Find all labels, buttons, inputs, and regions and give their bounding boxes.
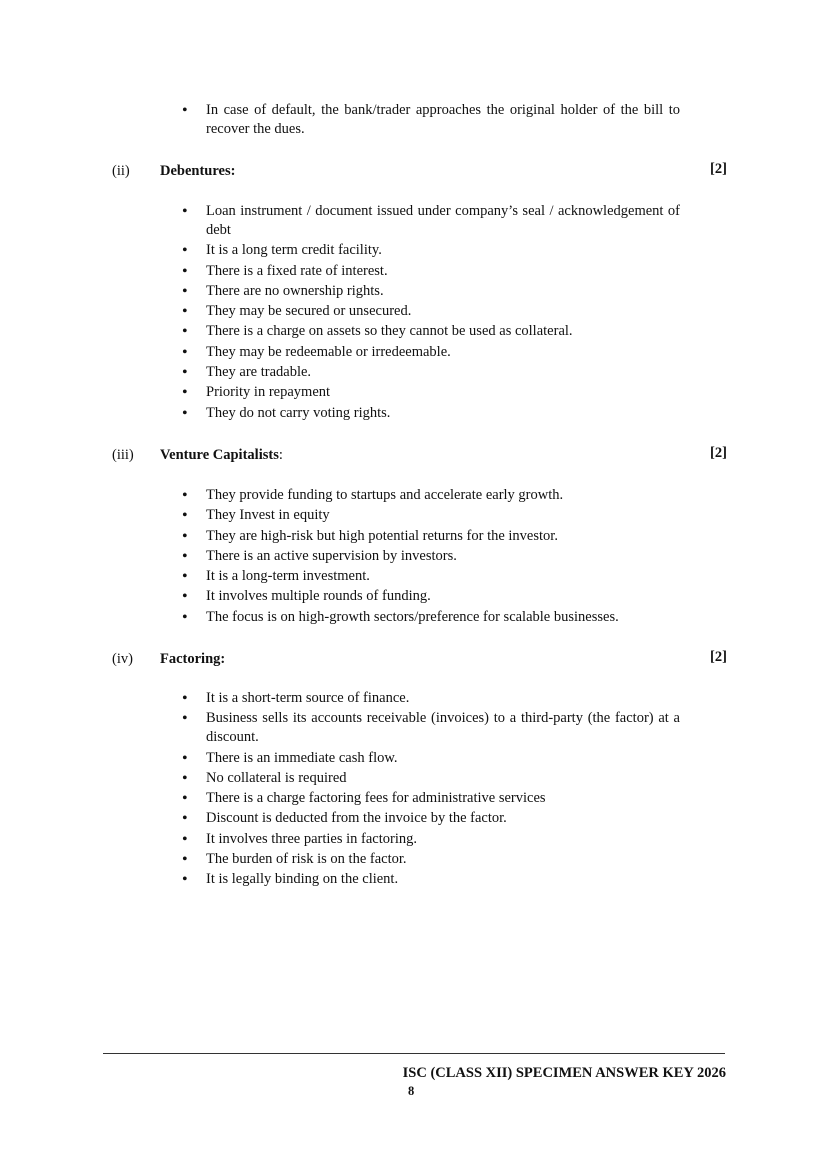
- page-number: 8: [408, 1084, 415, 1098]
- bullet-item: • There are no ownership rights.: [182, 282, 680, 301]
- bullet-item: • It is a long term credit facility.: [182, 241, 680, 260]
- continued-bullet-list: [182, 101, 680, 140]
- bullet-item: • It is a long-term investment.: [182, 567, 680, 586]
- bullet-item: • The burden of risk is on the factor.: [182, 850, 680, 869]
- section-marks: [2]: [710, 161, 727, 177]
- bullet-item: • It is a short-term source of finance.: [182, 689, 680, 708]
- section-number: (iv): [112, 651, 133, 667]
- bullet-item: • No collateral is required: [182, 769, 680, 788]
- section-title: [160, 446, 283, 465]
- section-title: [160, 162, 235, 181]
- bullet-item: • There is a charge factoring fees for administrative services: [182, 789, 680, 808]
- bullet-item: • There is an active supervision by investors.: [182, 547, 680, 566]
- footer-title: ISC (CLASS XII) SPECIMEN ANSWER KEY 2026: [402, 1065, 726, 1081]
- bullet-item: • It involves three parties in factoring.: [182, 830, 680, 849]
- bullet-item: • There is an immediate cash flow.: [182, 749, 680, 768]
- footer-divider: [103, 1053, 725, 1054]
- venture-capitalists-bullet-list: [182, 486, 680, 628]
- bullet-item: • There is a fixed rate of interest.: [182, 262, 680, 281]
- bullet-item: • Discount is deducted from the invoice by the factor.: [182, 809, 680, 828]
- bullet-item: • They may be secured or unsecured.: [182, 302, 680, 321]
- section-marks: [2]: [710, 445, 727, 461]
- bullet-item: • They Invest in equity: [182, 506, 680, 525]
- section-title-text: Venture Capitalists: [160, 447, 279, 463]
- bullet-item: • They are high-risk but high potential returns for the investor.: [182, 527, 680, 546]
- bullet-item: • There is a charge on assets so they cannot be used as collateral.: [182, 322, 680, 341]
- bullet-item: • They may be redeemable or irredeemable.: [182, 343, 680, 362]
- bullet-item: • In case of default, the bank/trader approaches the original holder of the bill to recover the dues.: [182, 101, 680, 139]
- bullet-item: • They provide funding to startups and accelerate early growth.: [182, 486, 680, 505]
- bullet-item: • They do not carry voting rights.: [182, 404, 680, 423]
- section-title: [160, 650, 225, 669]
- debentures-bullet-list: [182, 202, 680, 424]
- bullet-item: • Business sells its accounts receivable (invoices) to a third-party (the factor) at a discount.: [182, 709, 680, 747]
- bullet-item: • Priority in repayment: [182, 383, 680, 402]
- section-number: (iii): [112, 447, 134, 463]
- bullet-item: • Loan instrument / document issued under company’s seal / acknowledgement of debt: [182, 202, 680, 240]
- section-title-text: Debentures:: [160, 163, 236, 179]
- section-title-suffix: :: [278, 447, 283, 463]
- bullet-item: • They are tradable.: [182, 363, 680, 382]
- section-marks: [2]: [710, 649, 727, 665]
- section-title-text: Factoring:: [160, 651, 226, 667]
- bullet-item: • It involves multiple rounds of funding.: [182, 587, 680, 606]
- section-number: (ii): [112, 163, 130, 179]
- bullet-item: • The focus is on high-growth sectors/preference for scalable businesses.: [182, 608, 680, 627]
- factoring-bullet-list: [182, 689, 680, 891]
- bullet-item: • It is legally binding on the client.: [182, 870, 680, 889]
